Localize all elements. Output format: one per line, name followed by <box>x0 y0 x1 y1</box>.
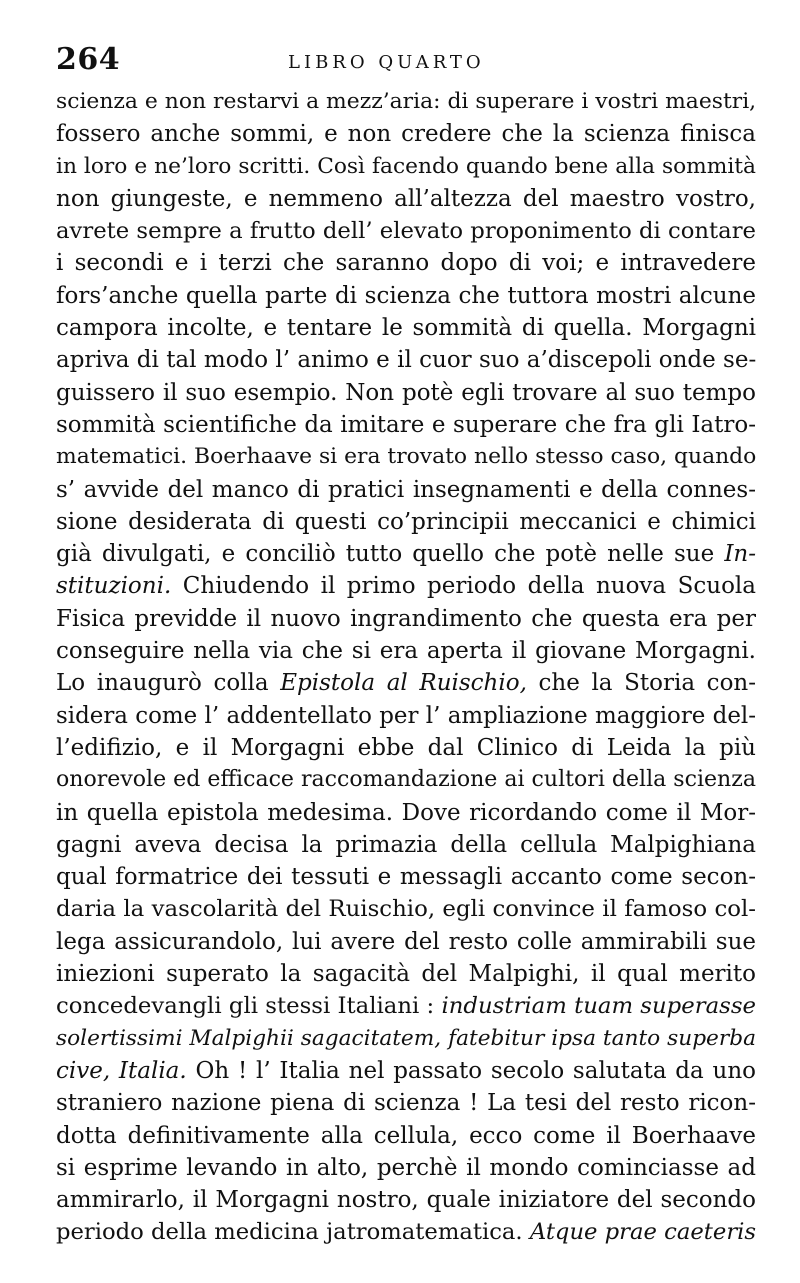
text-segment: Chiudendo il primo periodo della nuova Scuola <box>171 573 756 600</box>
text-segment: che la Storia con- <box>526 670 756 697</box>
text-segment: apriva di tal modo l’ animo e il cuor suo a’discepoli onde se- <box>56 347 757 374</box>
running-head: LIBRO QUARTO <box>288 52 485 73</box>
text-segment: gagni aveva decisa la primazia della cellula Malpighiana <box>56 831 756 858</box>
text-line <box>56 474 756 506</box>
text-segment: i secondi e i terzi che saranno dopo di voi; e intravedere <box>56 250 756 277</box>
text-line <box>56 1087 756 1119</box>
text-segment: matematici. Boerhaave si era trovato nello stesso caso, quando <box>56 444 757 470</box>
text-line <box>56 570 756 602</box>
text-line <box>56 86 756 118</box>
text-segment: daria la vascolarità del Ruischio, egli convince il famoso col- <box>56 896 756 923</box>
text-segment: straniero nazione piena di scienza ! La tesi del resto ricon- <box>56 1090 756 1117</box>
text-line <box>56 700 756 732</box>
text-line <box>56 603 756 635</box>
italic-text: stituzioni. <box>56 573 172 600</box>
text-line <box>56 926 756 958</box>
text-line <box>56 280 756 312</box>
text-line <box>56 667 756 699</box>
text-line <box>56 1152 756 1184</box>
text-line <box>56 1023 756 1055</box>
text-line <box>56 635 756 667</box>
text-segment: Fisica previdde il nuovo ingrandimento che questa era per <box>56 605 756 632</box>
italic-text: solertissimi Malpighii sagacitatem, fatebitur ipsa tanto superba <box>56 1025 756 1051</box>
text-segment: non giungeste, e nemmeno all’altezza del maestro vostro, <box>56 185 756 212</box>
text-line <box>56 861 756 893</box>
text-segment: periodo della medicina jatromatematica. <box>56 1219 530 1246</box>
text-segment: sommità scientifiche da imitare e superare che fra gli Iatro- <box>56 411 756 438</box>
italic-text: Atque prae caeteris <box>529 1219 757 1246</box>
text-segment: concedevangli gli stessi Italiani : <box>56 993 442 1020</box>
text-segment: scienza e non restarvi a mezz’aria: di superare i vostri maestri, <box>56 89 757 114</box>
text-line <box>56 118 756 150</box>
text-segment: qual formatrice dei tessuti e messagli accanto come secon- <box>56 864 756 891</box>
italic-text: cive, Italia. <box>56 1057 187 1084</box>
text-segment: in quella epistola medesima. Dove ricordando come il Mor- <box>56 799 756 826</box>
text-segment: campora incolte, e tentare le sommità di quella. Morgagni <box>56 315 756 342</box>
text-line <box>56 377 756 409</box>
text-segment: l’edifizio, e il Morgagni ebbe dal Clinico di Leida la più <box>56 734 756 761</box>
text-line <box>56 215 756 247</box>
text-line <box>56 344 756 376</box>
text-segment: avrete sempre a frutto dell’ elevato proponimento di contare <box>56 218 756 245</box>
text-segment: Lo inaugurò colla <box>56 670 281 697</box>
text-segment: onorevole ed efficace raccomandazione ai cultori della scienza <box>56 767 757 793</box>
text-line <box>56 797 756 829</box>
text-line <box>56 829 756 861</box>
text-segment: sione desiderata di questi co’principii meccanici e chimici <box>56 508 756 535</box>
text-line <box>56 1216 756 1248</box>
text-segment: fossero anche sommi, e non credere che la scienza finisca <box>56 121 756 148</box>
italic-text: Epistola al Ruischio, <box>280 670 527 697</box>
text-segment: s’ avvide del manco di pratici insegnamenti e della connes- <box>56 476 756 503</box>
page-number: 264 <box>56 42 121 77</box>
text-line <box>56 506 756 538</box>
text-segment: già divulgati, e conciliò tutto quello che potè nelle sue <box>56 541 725 568</box>
text-line <box>56 764 756 796</box>
text-line <box>56 893 756 925</box>
body-text <box>56 86 756 1249</box>
text-line <box>56 1120 756 1152</box>
text-segment: fors’anche quella parte di scienza che tuttora mostri alcune <box>56 282 756 309</box>
text-segment: conseguire nella via che si era aperta il giovane Morgagni. <box>56 638 756 665</box>
text-segment: si esprime levando in alto, perchè il mondo cominciasse ad <box>56 1154 756 1181</box>
text-segment: lega assicurandolo, lui avere del resto colle ammirabili sue <box>56 928 756 955</box>
text-line <box>56 409 756 441</box>
text-line <box>56 538 756 570</box>
text-line <box>56 183 756 215</box>
text-line <box>56 1055 756 1087</box>
italic-text: In- <box>724 541 756 568</box>
text-line <box>56 151 756 183</box>
italic-text: industriam tuam superasse <box>441 993 756 1020</box>
text-line <box>56 1184 756 1216</box>
text-line <box>56 247 756 279</box>
text-segment: iniezioni superato la sagacità del Malpighi, il qual merito <box>56 961 756 988</box>
text-segment: guissero il suo esempio. Non potè egli trovare al suo tempo <box>56 379 756 406</box>
page-header <box>56 42 756 82</box>
text-line <box>56 441 756 473</box>
text-segment: sidera come l’ addentellato per l’ ampliazione maggiore del- <box>56 702 756 729</box>
text-segment: Oh ! l’ Italia nel passato secolo salutata da uno <box>186 1057 756 1084</box>
text-line <box>56 732 756 764</box>
text-segment: dotta definitivamente alla cellula, ecco come il Boerhaave <box>56 1122 756 1149</box>
text-segment: ammirarlo, il Morgagni nostro, quale iniziatore del secondo <box>56 1187 756 1214</box>
text-line <box>56 990 756 1022</box>
text-line <box>56 312 756 344</box>
text-line <box>56 958 756 990</box>
text-segment: in loro e ne’loro scritti. Così facendo quando bene alla sommità <box>56 153 756 179</box>
